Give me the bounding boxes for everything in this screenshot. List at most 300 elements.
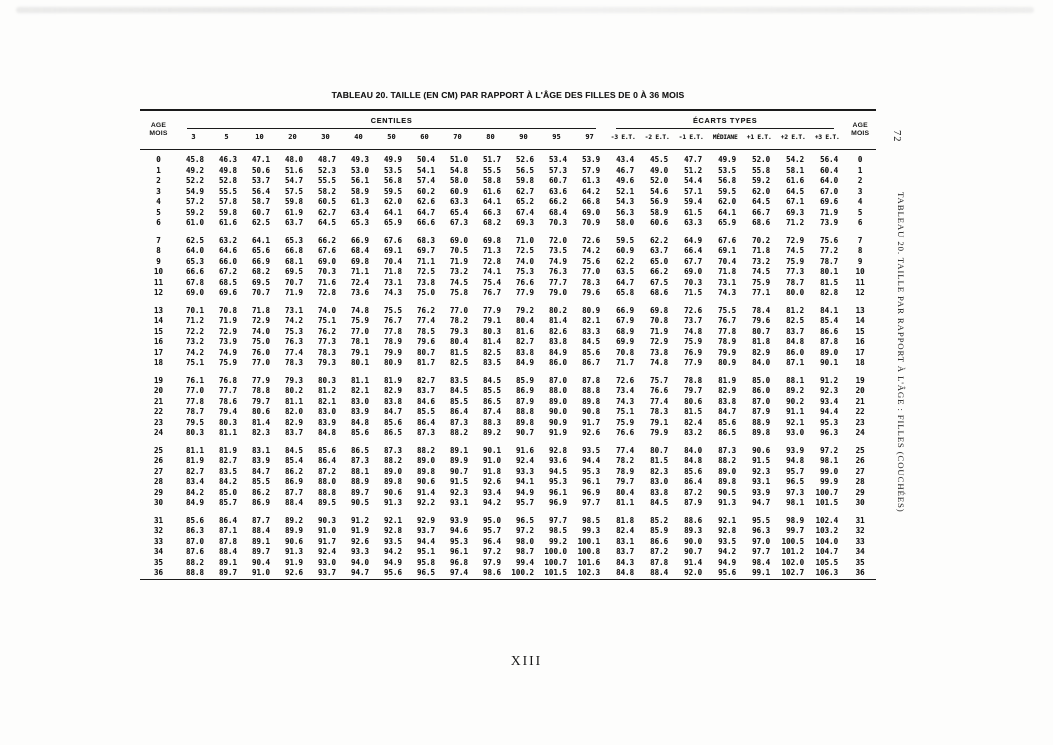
centile-value-cell: 69.6 xyxy=(218,288,237,297)
centile-value-cell: 79.7 xyxy=(251,396,270,406)
et-value-cell: 92.3 xyxy=(752,466,771,476)
centile-value-cell: 73.2 xyxy=(185,337,204,346)
centile-value-cell: 53.0 xyxy=(350,165,369,175)
centile-value-cell: 74.2 xyxy=(582,246,601,255)
table-row xyxy=(140,547,876,558)
age-cell: 1 xyxy=(857,165,863,175)
centile-value-cell: 79.4 xyxy=(218,407,237,416)
table-row xyxy=(140,155,876,166)
et-value-cell: 75.7 xyxy=(650,375,669,385)
centile-value-cell: 86.9 xyxy=(251,498,270,507)
centile-value-cell: 91.3 xyxy=(284,547,303,556)
centile-value-cell: 87.1 xyxy=(218,526,237,535)
et-value-cell: 95.6 xyxy=(718,568,737,577)
et-value-cell: 97.7 xyxy=(752,547,771,556)
centile-value-cell: 80.2 xyxy=(284,386,303,395)
centile-value-cell: 92.6 xyxy=(482,477,501,486)
et-value-cell: 96.5 xyxy=(786,477,805,486)
table-row xyxy=(140,316,876,327)
centile-value-cell: 95.8 xyxy=(416,557,435,567)
et-value-cell: 80.7 xyxy=(752,326,771,336)
et-value-cell: 93.9 xyxy=(752,487,771,497)
centile-value-cell: 66.9 xyxy=(251,256,270,266)
age-cell: 16 xyxy=(153,337,164,346)
age-cell: 13 xyxy=(855,305,865,315)
et-value-cell: 92.8 xyxy=(718,526,737,535)
centile-value-cell: 77.7 xyxy=(218,386,237,395)
centile-value-cell: 59.8 xyxy=(218,207,237,217)
centile-value-cell: 78.3 xyxy=(582,277,601,287)
centile-value-cell: 60.7 xyxy=(548,176,567,185)
et-value-cell: 98.9 xyxy=(786,515,805,525)
centile-value-cell: 81.2 xyxy=(317,386,336,395)
centile-value-cell: 58.8 xyxy=(482,176,501,185)
centile-value-cell: 96.1 xyxy=(582,477,601,486)
et-value-cell: 74.3 xyxy=(616,396,635,406)
centile-value-cell: 73.1 xyxy=(284,305,303,315)
centile-value-cell: 71.1 xyxy=(350,267,369,276)
centile-value-cell: 85.5 xyxy=(449,396,468,406)
centile-value-cell: 88.4 xyxy=(284,498,303,507)
centile-value-cell: 74.2 xyxy=(284,316,303,325)
centile-value-cell: 68.2 xyxy=(482,218,501,227)
centile-value-cell: 81.1 xyxy=(350,375,369,385)
centile-value-cell: 85.6 xyxy=(350,428,369,437)
et-value-cell: 78.7 xyxy=(786,277,805,287)
et-value-cell: 71.8 xyxy=(718,267,737,276)
table-row xyxy=(140,166,876,177)
et-value-cell: 82.9 xyxy=(718,386,737,395)
centile-value-cell: 90.9 xyxy=(548,417,567,427)
centile-value-cell: 64.1 xyxy=(383,207,402,217)
centile-value-cell: 84.5 xyxy=(482,375,501,385)
centile-value-cell: 69.7 xyxy=(416,246,435,255)
et-value-cell: 76.9 xyxy=(684,347,703,357)
centile-value-cell: 90.7 xyxy=(449,466,468,476)
centile-value-cell: 53.7 xyxy=(251,176,270,185)
et-value-cell: 56.8 xyxy=(718,176,737,185)
age-cell: 10 xyxy=(855,267,865,276)
centile-value-cell: 87.0 xyxy=(548,375,567,385)
centile-value-cell: 72.5 xyxy=(416,267,435,276)
centile-value-cell: 73.6 xyxy=(350,288,369,297)
et-value-cell: 80.7 xyxy=(650,445,669,455)
et-value-cell: 71.5 xyxy=(684,288,703,297)
et-value-cell: 87.9 xyxy=(684,498,703,507)
age-cell: 36 xyxy=(153,568,164,577)
et-value-cell: 63.7 xyxy=(650,246,669,255)
et-value-cell: 71.9 xyxy=(650,326,669,336)
centile-value-cell: 88.8 xyxy=(185,568,204,577)
et-value-cell: 56.4 xyxy=(820,155,839,164)
et-value-cell: 58.0 xyxy=(616,218,635,227)
centile-value-cell: 69.5 xyxy=(284,267,303,276)
table-row xyxy=(140,516,876,527)
age-cell: 6 xyxy=(156,218,161,227)
et-value-cell: 58.9 xyxy=(650,207,669,217)
centile-value-cell: 86.0 xyxy=(548,358,567,367)
centile-value-cell: 62.5 xyxy=(251,218,270,227)
centile-value-cell: 86.9 xyxy=(515,386,534,395)
et-value-cell: 89.8 xyxy=(718,477,737,486)
centile-value-cell: 61.6 xyxy=(482,186,501,196)
centile-column-label: 50 xyxy=(387,133,396,141)
centile-value-cell: 66.2 xyxy=(548,197,567,206)
centile-value-cell: 82.1 xyxy=(317,396,336,406)
centile-value-cell: 91.8 xyxy=(482,466,501,476)
centile-value-cell: 55.5 xyxy=(218,186,237,196)
centile-value-cell: 86.3 xyxy=(185,526,204,535)
age-cell: 15 xyxy=(855,326,865,336)
centile-value-cell: 68.5 xyxy=(218,277,237,287)
age-cell: 31 xyxy=(153,515,164,525)
centile-value-cell: 86.7 xyxy=(582,358,601,367)
table-row xyxy=(140,526,876,537)
age-cell: 32 xyxy=(855,526,865,535)
centile-value-cell: 76.1 xyxy=(185,375,204,385)
centile-value-cell: 89.7 xyxy=(218,568,237,577)
centile-value-cell: 71.9 xyxy=(449,256,468,266)
table-row xyxy=(140,348,876,359)
centile-value-cell: 76.2 xyxy=(416,305,435,315)
centile-value-cell: 64.1 xyxy=(482,197,501,206)
centile-value-cell: 75.9 xyxy=(350,316,369,325)
et-value-cell: 78.7 xyxy=(820,256,839,266)
age-cell: 26 xyxy=(153,456,164,465)
et-value-cell: 73.1 xyxy=(718,277,737,287)
footer-page-number: XIII xyxy=(510,653,543,668)
centile-value-cell: 92.1 xyxy=(383,515,402,525)
centile-value-cell: 79.1 xyxy=(350,347,369,357)
et-value-cell: 59.5 xyxy=(718,186,737,196)
centile-value-cell: 79.3 xyxy=(449,326,468,336)
et-value-cell: 77.4 xyxy=(616,445,635,455)
centile-value-cell: 79.1 xyxy=(482,316,501,325)
centile-value-cell: 81.4 xyxy=(548,316,567,325)
centile-value-cell: 82.9 xyxy=(284,417,303,427)
centile-value-cell: 92.3 xyxy=(449,487,468,497)
centile-value-cell: 97.9 xyxy=(482,557,501,567)
et-value-cell: 60.9 xyxy=(616,246,635,255)
centile-value-cell: 82.1 xyxy=(582,316,601,325)
centile-value-cell: 75.8 xyxy=(449,288,468,297)
centile-value-cell: 95.3 xyxy=(582,466,601,476)
centile-value-cell: 82.5 xyxy=(449,358,468,367)
et-value-cell: 88.9 xyxy=(752,417,771,427)
centile-value-cell: 84.5 xyxy=(284,445,303,455)
centile-value-cell: 77.8 xyxy=(383,326,402,336)
age-cell: 0 xyxy=(156,155,161,164)
et-value-cell: 81.5 xyxy=(650,456,669,465)
et-value-cell: 99.1 xyxy=(752,568,771,577)
centile-value-cell: 87.6 xyxy=(185,547,204,556)
centile-value-cell: 65.2 xyxy=(515,197,534,206)
et-value-cell: 74.8 xyxy=(650,358,669,367)
centile-value-cell: 84.2 xyxy=(185,487,204,497)
centile-value-cell: 87.7 xyxy=(251,515,270,525)
et-value-cell: 77.8 xyxy=(718,326,737,336)
centile-value-cell: 48.7 xyxy=(317,155,336,164)
centile-value-cell: 91.7 xyxy=(582,417,601,427)
centile-value-cell: 96.1 xyxy=(449,547,468,556)
centile-value-cell: 49.2 xyxy=(185,165,204,175)
centile-value-cell: 88.9 xyxy=(350,477,369,486)
centile-value-cell: 65.4 xyxy=(449,207,468,217)
centile-value-cell: 73.1 xyxy=(383,277,402,287)
age-cell: 10 xyxy=(153,267,164,276)
centile-value-cell: 93.1 xyxy=(449,498,468,507)
centile-value-cell: 72.0 xyxy=(548,235,567,245)
et-value-cell: 52.1 xyxy=(616,186,635,196)
centile-value-cell: 85.9 xyxy=(515,375,534,385)
centile-column-label: 5 xyxy=(224,133,229,141)
centile-value-cell: 62.5 xyxy=(185,235,204,245)
centile-value-cell: 82.6 xyxy=(548,326,567,336)
centile-value-cell: 84.7 xyxy=(383,407,402,416)
et-value-cell: 81.5 xyxy=(820,277,839,287)
centile-value-cell: 89.1 xyxy=(218,557,237,567)
centile-value-cell: 68.1 xyxy=(284,256,303,266)
centile-value-cell: 74.2 xyxy=(185,347,204,357)
et-value-cell: 69.6 xyxy=(820,197,839,206)
centile-value-cell: 80.3 xyxy=(218,417,237,427)
centile-value-cell: 81.9 xyxy=(185,456,204,465)
centile-value-cell: 79.6 xyxy=(416,337,435,346)
centile-value-cell: 91.2 xyxy=(350,515,369,525)
et-value-cell: 63.3 xyxy=(684,218,703,227)
et-value-cell: 68.9 xyxy=(616,326,635,336)
table-row xyxy=(140,558,876,569)
centile-value-cell: 85.5 xyxy=(251,477,270,486)
centile-value-cell: 58.0 xyxy=(449,176,468,185)
et-value-cell: 49.6 xyxy=(616,176,635,185)
centile-value-cell: 82.5 xyxy=(482,347,501,357)
et-value-cell: 58.1 xyxy=(786,165,805,175)
centile-value-cell: 85.0 xyxy=(218,487,237,497)
et-value-cell: 85.6 xyxy=(718,417,737,427)
et-value-cell: 63.5 xyxy=(616,267,635,276)
centile-value-cell: 66.9 xyxy=(350,235,369,245)
centile-value-cell: 94.9 xyxy=(515,487,534,497)
age-cell: 29 xyxy=(153,487,164,497)
centile-value-cell: 81.4 xyxy=(482,337,501,346)
et-value-cell: 64.7 xyxy=(616,277,635,287)
centile-value-cell: 64.1 xyxy=(251,235,270,245)
centile-value-cell: 62.7 xyxy=(515,186,534,196)
age-cell: 7 xyxy=(857,235,863,245)
centile-value-cell: 81.6 xyxy=(515,326,534,336)
et-value-cell: 77.1 xyxy=(752,288,771,297)
centile-value-cell: 81.1 xyxy=(218,428,237,437)
et-value-cell: 64.5 xyxy=(752,197,771,206)
centile-value-cell: 69.1 xyxy=(383,246,402,255)
centile-value-cell: 90.4 xyxy=(251,557,270,567)
centile-value-cell: 98.5 xyxy=(582,515,601,525)
centile-value-cell: 59.5 xyxy=(383,186,402,196)
centile-value-cell: 89.0 xyxy=(548,396,567,406)
centile-value-cell: 70.7 xyxy=(251,288,270,297)
centile-value-cell: 75.1 xyxy=(185,358,204,367)
et-value-cell: 79.9 xyxy=(650,428,669,437)
et-value-cell: 49.0 xyxy=(650,165,669,175)
age-cell: 23 xyxy=(855,417,865,427)
age-cell: 30 xyxy=(855,498,865,507)
et-value-cell: 78.9 xyxy=(616,466,635,476)
et-value-cell: 88.2 xyxy=(718,456,737,465)
centile-value-cell: 83.3 xyxy=(582,326,601,336)
centile-value-cell: 70.4 xyxy=(383,256,402,266)
age-cell: 29 xyxy=(855,487,865,497)
centile-value-cell: 66.3 xyxy=(482,207,501,217)
centile-value-cell: 96.5 xyxy=(515,515,534,525)
centile-value-cell: 97.7 xyxy=(582,498,601,507)
et-value-cell: 89.0 xyxy=(718,466,737,476)
side-caption: TABLEAU 20. TAILLE PAR RAPPORT À L'ÂGE : FILLES (COUCHÉES) xyxy=(896,192,906,513)
table-row xyxy=(140,257,876,268)
centile-value-cell: 83.9 xyxy=(251,456,270,465)
centile-value-cell: 73.2 xyxy=(449,267,468,276)
et-value-cell: 91.5 xyxy=(752,456,771,465)
centile-value-cell: 88.8 xyxy=(582,386,601,395)
centile-value-cell: 86.4 xyxy=(218,515,237,525)
group-spacer-row xyxy=(140,509,876,516)
et-value-cell: 46.7 xyxy=(616,165,635,175)
age-cell: 12 xyxy=(153,288,164,297)
table-row xyxy=(140,208,876,219)
centile-value-cell: 96.5 xyxy=(416,568,435,577)
centile-value-cell: 71.8 xyxy=(251,305,270,315)
centile-value-cell: 78.9 xyxy=(383,337,402,346)
centile-column-label: 80 xyxy=(486,133,495,141)
centile-value-cell: 84.2 xyxy=(218,477,237,486)
centile-value-cell: 78.5 xyxy=(416,326,435,336)
centile-value-cell: 94.9 xyxy=(383,557,402,567)
centile-value-cell: 69.0 xyxy=(449,235,468,245)
et-value-cell: 68.6 xyxy=(752,218,771,227)
centile-value-cell: 63.4 xyxy=(350,207,369,217)
centile-value-cell: 88.4 xyxy=(218,547,237,556)
centile-value-cell: 95.7 xyxy=(482,526,501,535)
centile-column-label: 3 xyxy=(191,133,196,141)
et-value-cell: 82.4 xyxy=(684,417,703,427)
centile-value-cell: 95.6 xyxy=(383,568,402,577)
spacer-cell xyxy=(140,299,876,306)
centile-value-cell: 77.9 xyxy=(515,288,534,297)
centile-value-cell: 77.3 xyxy=(317,337,336,346)
age-cell: 25 xyxy=(153,445,164,455)
centile-value-cell: 89.8 xyxy=(582,396,601,406)
et-value-cell: 99.0 xyxy=(820,466,839,476)
centile-value-cell: 66.6 xyxy=(416,218,435,227)
age-cell: 20 xyxy=(153,386,164,395)
centile-value-cell: 90.8 xyxy=(582,407,601,416)
centile-value-cell: 77.0 xyxy=(582,267,601,276)
centile-value-cell: 66.8 xyxy=(582,197,601,206)
centile-value-cell: 97.2 xyxy=(515,526,534,535)
age-cell: 12 xyxy=(855,288,865,297)
centile-value-cell: 67.8 xyxy=(185,277,204,287)
centile-value-cell: 83.8 xyxy=(383,396,402,406)
centile-value-cell: 93.7 xyxy=(416,526,435,535)
et-value-cell: 104.7 xyxy=(815,547,839,556)
centile-value-cell: 68.4 xyxy=(350,246,369,255)
centile-value-cell: 52.2 xyxy=(185,176,204,185)
et-value-cell: 99.9 xyxy=(820,477,839,486)
centile-value-cell: 77.9 xyxy=(482,305,501,315)
centile-value-cell: 99.4 xyxy=(515,557,534,567)
centile-value-cell: 84.5 xyxy=(449,386,468,395)
et-value-cell: 72.6 xyxy=(616,375,635,385)
age-cell: 28 xyxy=(153,477,164,486)
centile-value-cell: 59.8 xyxy=(515,176,534,185)
centile-value-cell: 83.5 xyxy=(482,358,501,367)
age-cell: 11 xyxy=(153,277,164,287)
centile-value-cell: 50.4 xyxy=(416,155,435,164)
centile-value-cell: 92.9 xyxy=(416,515,435,525)
centile-value-cell: 70.5 xyxy=(449,246,468,255)
centile-value-cell: 82.7 xyxy=(515,337,534,346)
centile-value-cell: 56.1 xyxy=(350,176,369,185)
centile-value-cell: 72.9 xyxy=(218,326,237,336)
centile-value-cell: 76.7 xyxy=(383,316,402,325)
et-value-cell: 89.3 xyxy=(684,526,703,535)
et-value-cell: 90.1 xyxy=(820,358,839,367)
age-cell: 15 xyxy=(153,326,164,336)
et-value-cell: 95.7 xyxy=(786,466,805,476)
centile-value-cell: 77.0 xyxy=(185,386,204,395)
et-value-cell: 64.1 xyxy=(718,207,737,217)
et-column-label: +1 E.T. xyxy=(746,134,772,141)
centile-value-cell: 59.8 xyxy=(284,197,303,206)
et-value-cell: 81.5 xyxy=(684,407,703,416)
centile-value-cell: 91.9 xyxy=(350,526,369,535)
et-value-cell: 105.5 xyxy=(815,557,839,567)
centile-value-cell: 100.2 xyxy=(511,568,534,577)
et-value-cell: 59.2 xyxy=(752,176,771,185)
centile-value-cell: 80.3 xyxy=(185,428,204,437)
et-value-cell: 82.5 xyxy=(786,316,805,325)
centile-value-cell: 96.4 xyxy=(482,536,501,546)
et-value-cell: 86.4 xyxy=(684,477,703,486)
centile-value-cell: 89.0 xyxy=(416,456,435,465)
centile-value-cell: 57.9 xyxy=(582,165,601,175)
centile-value-cell: 83.8 xyxy=(515,347,534,357)
et-value-cell: 67.6 xyxy=(718,235,737,245)
et-value-cell: 66.7 xyxy=(752,207,771,217)
centile-column-label: 97 xyxy=(585,133,594,141)
centile-value-cell: 54.8 xyxy=(449,165,468,175)
centile-value-cell: 84.8 xyxy=(350,417,369,427)
et-value-cell: 86.5 xyxy=(718,428,737,437)
centile-value-cell: 58.7 xyxy=(251,197,270,206)
centile-value-cell: 77.7 xyxy=(548,277,567,287)
et-value-cell: 80.6 xyxy=(684,396,703,406)
centile-value-cell: 98.7 xyxy=(515,547,534,556)
table-row xyxy=(140,407,876,418)
centile-value-cell: 91.9 xyxy=(548,428,567,437)
centile-value-cell: 75.5 xyxy=(383,305,402,315)
centile-value-cell: 74.5 xyxy=(449,277,468,287)
centile-value-cell: 85.5 xyxy=(482,386,501,395)
et-value-cell: 86.0 xyxy=(786,347,805,357)
centile-value-cell: 81.4 xyxy=(251,417,270,427)
centile-value-cell: 71.1 xyxy=(416,256,435,266)
centile-value-cell: 75.9 xyxy=(218,358,237,367)
age-cell: 34 xyxy=(855,547,865,556)
centile-value-cell: 88.3 xyxy=(482,417,501,427)
et-value-cell: 101.5 xyxy=(815,498,839,507)
centile-value-cell: 70.1 xyxy=(185,305,204,315)
